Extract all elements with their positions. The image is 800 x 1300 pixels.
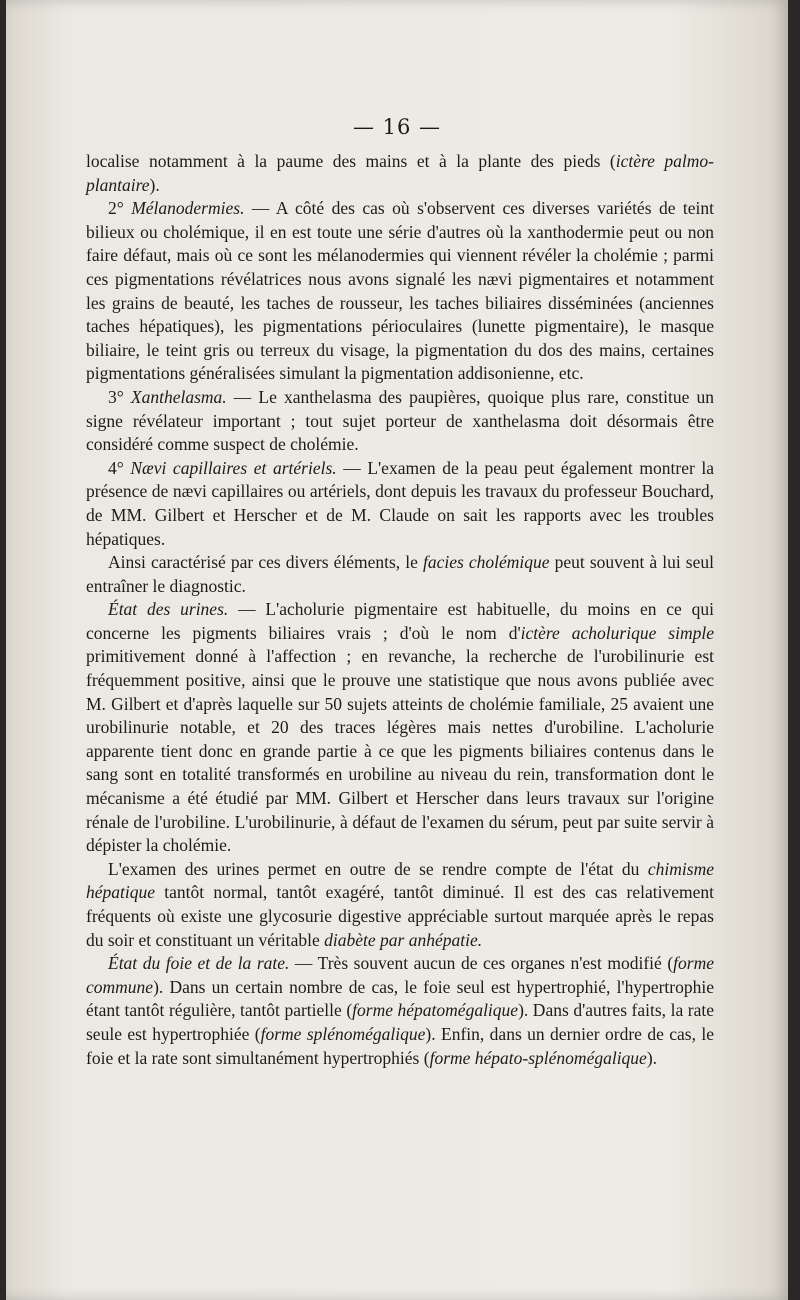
- text-run: ). Enfin, dans un dernier ordre de cas, le foie et la rate sont simultanément hypertrophiés (: [86, 1023, 714, 1068]
- italic-text: Nævi capillaires et artériels.: [130, 457, 337, 478]
- text-run: peut souvent à lui seul entraîner le diagnostic.: [86, 552, 714, 596]
- text-run: ). Dans un certain nombre de cas, le foie seul est hypertrophié, l'hypertrophie étant tantôt régulière, tantôt partielle (: [86, 976, 714, 1021]
- italic-text: forme hépato-splénomégalique: [429, 1047, 647, 1068]
- text-run: — Le xanthelasma des paupières, quoique plus rare, constitue un signe révélateur important ; tout sujet porteur de xanthelasma doit désormais être considéré comme suspect de cholémie.: [86, 386, 714, 455]
- text-run: 2°: [108, 198, 132, 219]
- text-run: ).: [646, 1047, 658, 1068]
- italic-text: forme hépatomégalique: [352, 1000, 519, 1021]
- body-text: [86, 150, 714, 1070]
- book-page: [6, 0, 788, 1300]
- text-run: ). Dans d'autres faits, la rate seule est hypertrophiée (: [86, 1000, 714, 1044]
- italic-text: État du foie et de la rate.: [108, 953, 290, 974]
- paragraph: [86, 598, 714, 858]
- italic-text: ictère palmo-plantaire: [86, 151, 714, 195]
- page-number: — 16 —: [352, 115, 442, 139]
- text-run: ).: [149, 174, 160, 195]
- italic-text: facies cholémique: [422, 552, 550, 573]
- text-run: — Très souvent aucun de ces organes n'est modifié (: [289, 953, 674, 974]
- paragraph: [86, 858, 714, 952]
- italic-text: forme splénomégalique: [260, 1023, 426, 1044]
- italic-text: forme commune: [86, 953, 714, 997]
- text-run: — L'examen de la peau peut également montrer la présence de nævi capillaires ou artériels, dont depuis les travaux du professeur Bouchard, de MM. Gilbert et Herscher et de M. Claude on sait les rapports avec les troubles hépatiques.: [86, 457, 715, 549]
- italic-text: ictère acholurique simple: [520, 622, 714, 643]
- text-run: — L'acholurie pigmentaire est habituelle, du moins en ce qui concerne les pigments biliaires vrais ; d'où le nom d': [86, 599, 714, 643]
- italic-text: diabète par anhépatie.: [324, 929, 483, 950]
- text-run: primitivement donné à l'affection ; en revanche, la recherche de l'urobilinurie est fréquemment positive, ainsi que le prouve une statistique que nous avons publiée avec M. Gilbert et d'après laquelle sur 50 sujets atteints de cholémie familiale, 25 avaient une urobilinurie notable, et 20 des traces légères mais nettes d'urobiline. L'acholurie apparente tient donc en grande partie à ce que les pigments biliaires contenus dans le sang sont en totalité transformés en urobiline au niveau du rein, transformation dont le mécanisme a été étudié par MM. Gilbert et Herscher dans leurs travaux sur l'origine rénale de l'urobiline. L'urobilinurie, à défaut de l'examen du sérum, peut par suite servir à dépister la cholémie.: [86, 646, 714, 856]
- text-run: localise notamment à la paume des mains et à la plante des pieds (: [86, 151, 616, 171]
- text-run: — A côté des cas où s'observent ces diverses variétés de teint bilieux ou cholémique, il en est toute une série d'autres où la xanthodermie peut ou non faire défaut, mais où ce sont les mélanodermies qui viennent révéler la cholémie ; parmi ces pigmentations révélatrices nous avons signalé les nævi pigmentaires et notamment les grains de beauté, les taches de rousseur, les taches biliaires disséminées (anciennes taches hépatiques), les pigmentations périoculaires (lunette pigmentaire), le masque biliaire, le teint gris ou terreux du visage, la pigmentation du dos des mains, certaines pigmentations généralisées simulant la pigmentation addisonienne, etc.: [86, 198, 715, 384]
- paragraph: [86, 457, 714, 551]
- text-run: 3°: [108, 386, 131, 407]
- paragraph: [86, 952, 714, 1070]
- text-run: Ainsi caractérisé par ces divers éléments, le: [108, 552, 423, 573]
- text-run: L'examen des urines permet en outre de se rendre compte de l'état du: [108, 858, 648, 879]
- paragraph: [86, 386, 714, 457]
- paragraph: [86, 150, 714, 197]
- italic-text: chimisme hépatique: [86, 858, 714, 903]
- text-run: tantôt normal, tantôt exagéré, tantôt diminué. Il est des cas relativement fréquents où existe une glycosurie digestive appréciable surtout marquée après le repas du soir et constituant un véritable: [86, 882, 714, 950]
- text-run: 4°: [108, 457, 131, 478]
- italic-text: Xanthelasma.: [130, 386, 227, 407]
- paragraph: [86, 551, 714, 598]
- italic-text: Mélanodermies.: [131, 198, 245, 219]
- italic-text: État des urines.: [108, 599, 229, 620]
- paragraph: [86, 197, 714, 386]
